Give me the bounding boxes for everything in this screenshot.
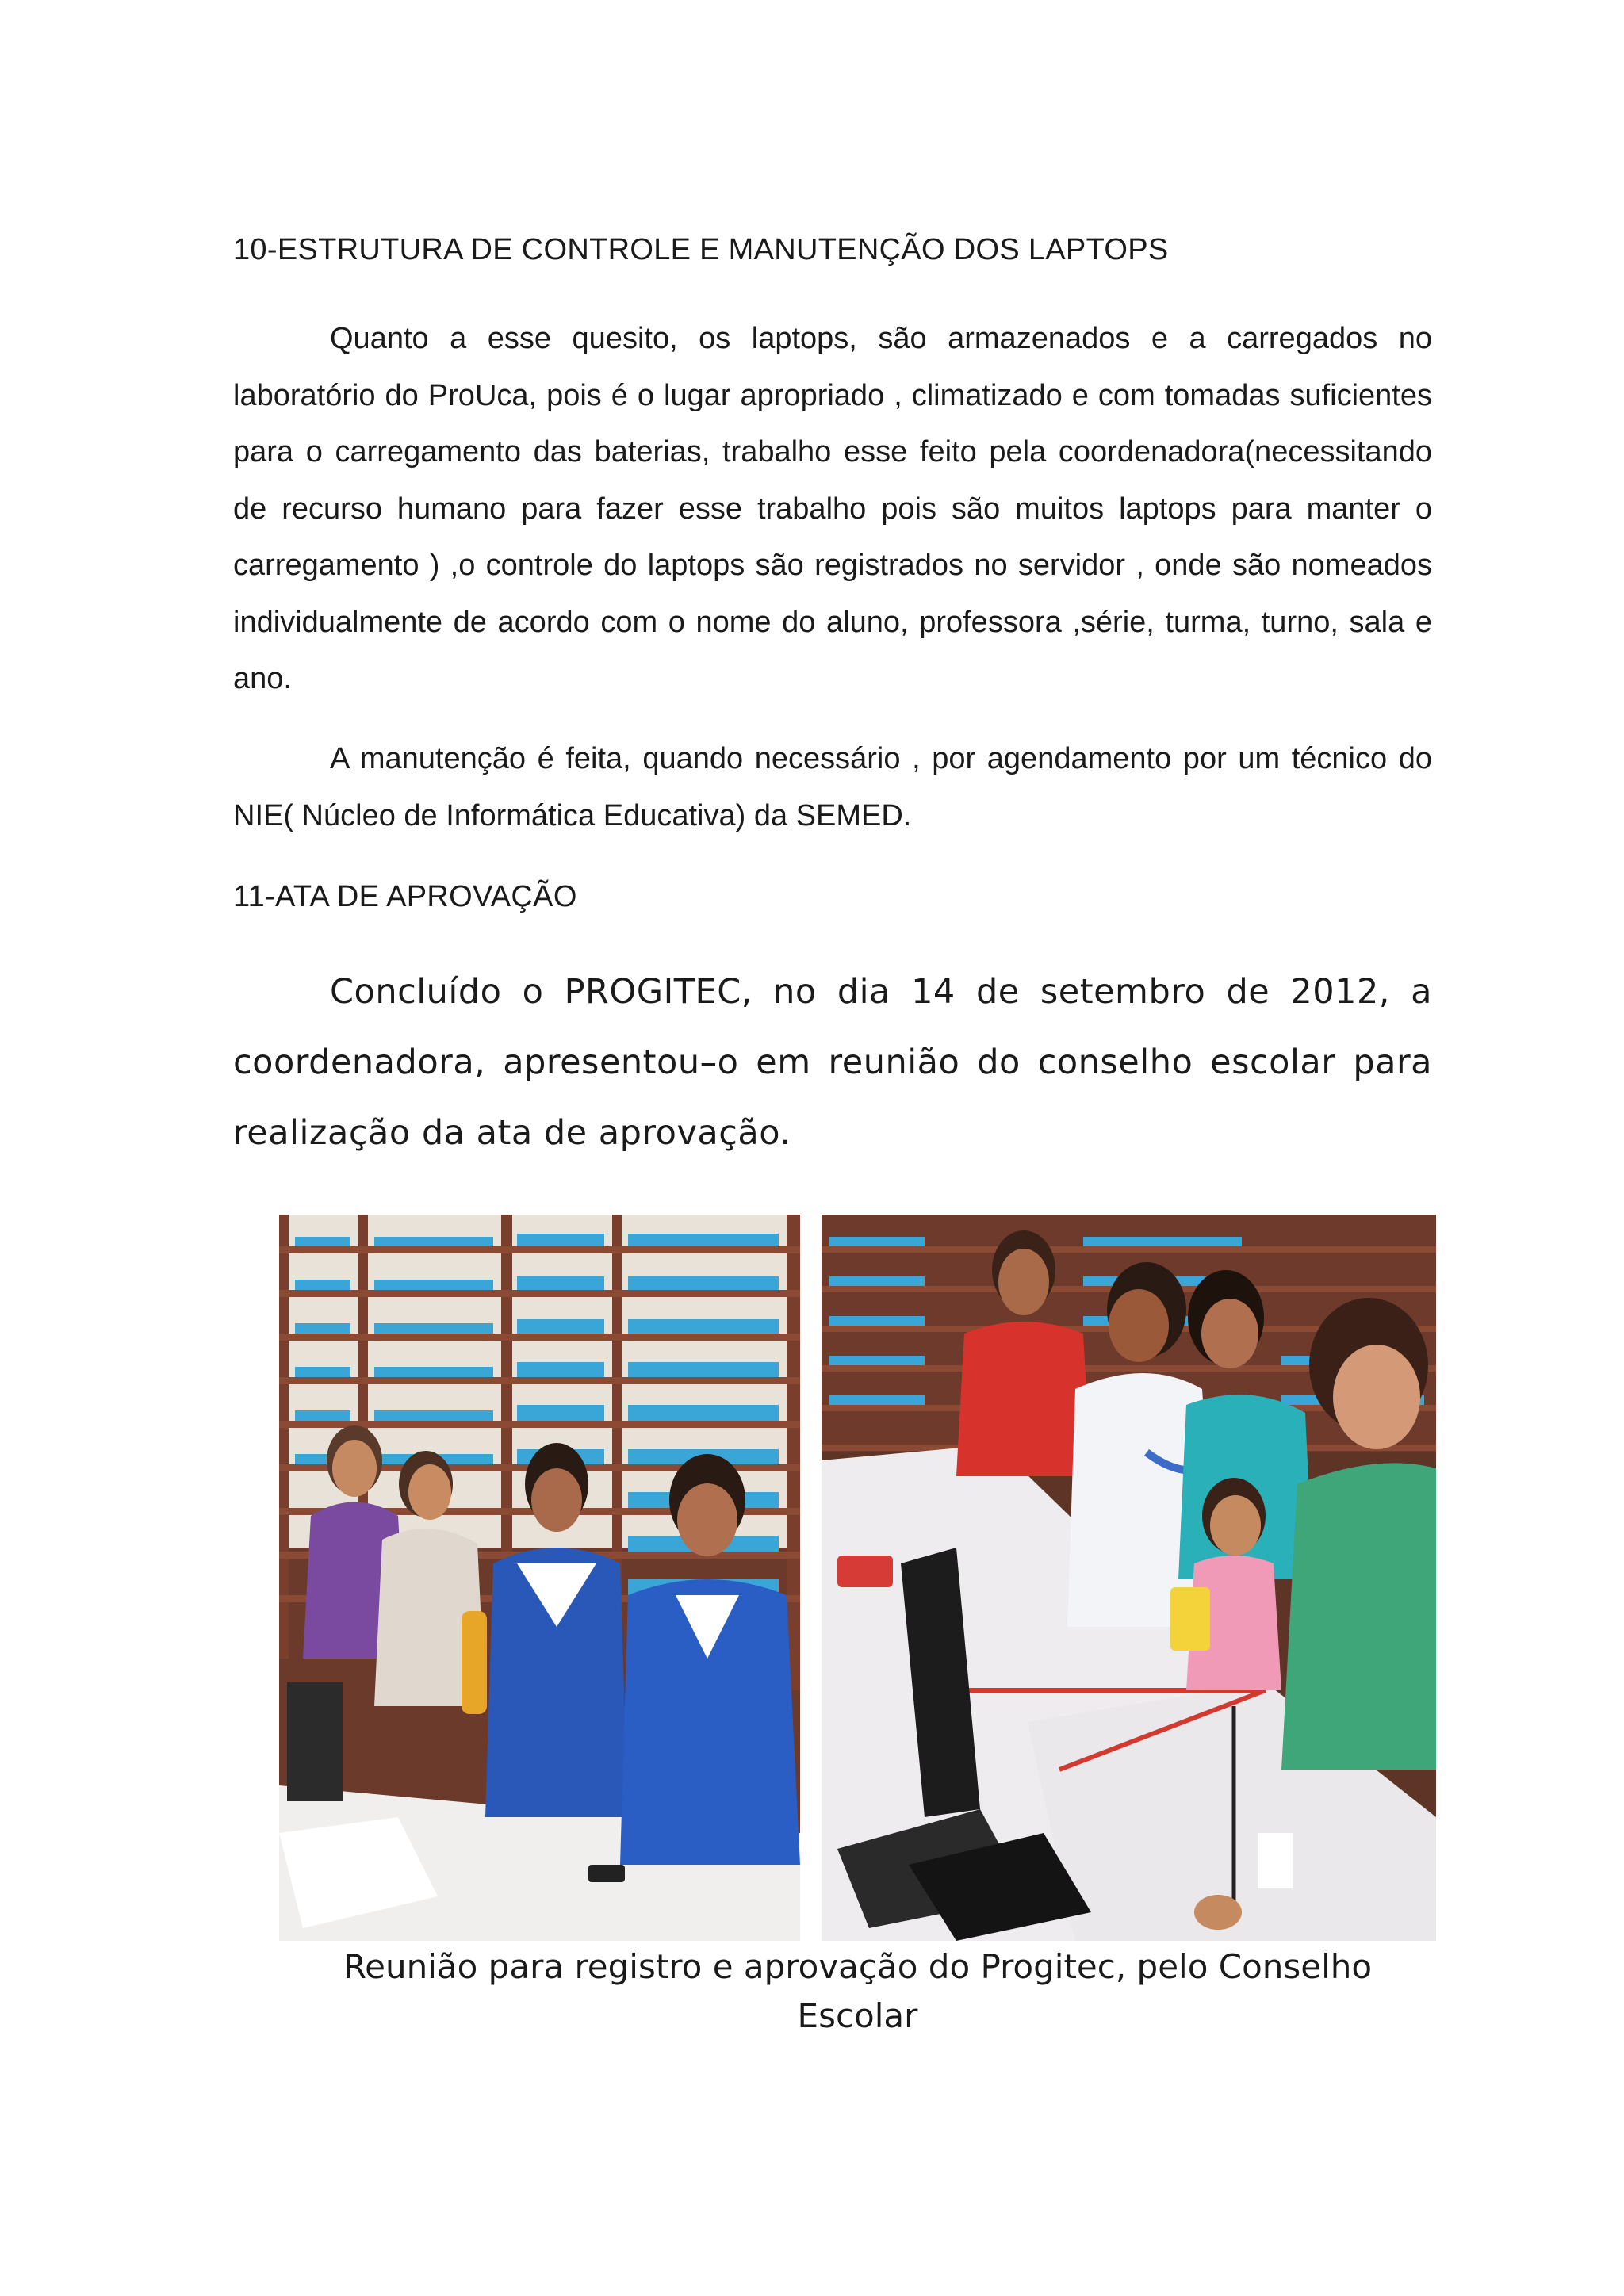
section-11-heading: 11-ATA DE APROVAÇÃO [233, 880, 577, 913]
section-10-paragraph-1-text: Quanto a esse quesito, os laptops, são armazenados e a carregados no laboratório do ProUca, pois é o lugar apropriado , climatizado e com tomadas suficientes para o carregamento das baterias, trabalho esse feito pela coordenadora(necessitando de recurso humano para fazer esse trabalho pois são muitos laptops para manter o carregamento ) ,o controle do laptops são registrados no servidor , onde são nomeados individualmente de acordo com o nome do aluno, professora ,série, turma, turno, sala e ano. [233, 322, 1432, 695]
section-10-paragraph-1 [233, 311, 1432, 708]
section-10-paragraph-2 [233, 730, 1432, 844]
photo-meeting-council-table-printer-icon [822, 1215, 1436, 1941]
photo-caption: Reunião para registro e aprovação do Progitec, pelo Conselho Escolar [343, 1947, 1373, 2035]
section-10-heading: 10-ESTRUTURA DE CONTROLE E MANUTENÇÃO DOS LAPTOPS [233, 233, 1169, 266]
photo-meeting-women-laptop-shelves-icon [279, 1215, 800, 1941]
section-11-paragraph-1-text: Concluído o PROGITEC, no dia 14 de setembro de 2012, a coordenadora, apresentou–o em reunião do conselho escolar para realização da ata de aprovação. [233, 972, 1432, 1153]
section-10-paragraph-2-text: A manutenção é feita, quando necessário , por agendamento por um técnico do NIE( Núcleo de Informática Educativa) da SEMED. [233, 742, 1432, 832]
photo-meeting-left [279, 1215, 800, 1941]
section-11-paragraph-1 [233, 957, 1432, 1169]
photo-meeting-right [822, 1215, 1436, 1941]
